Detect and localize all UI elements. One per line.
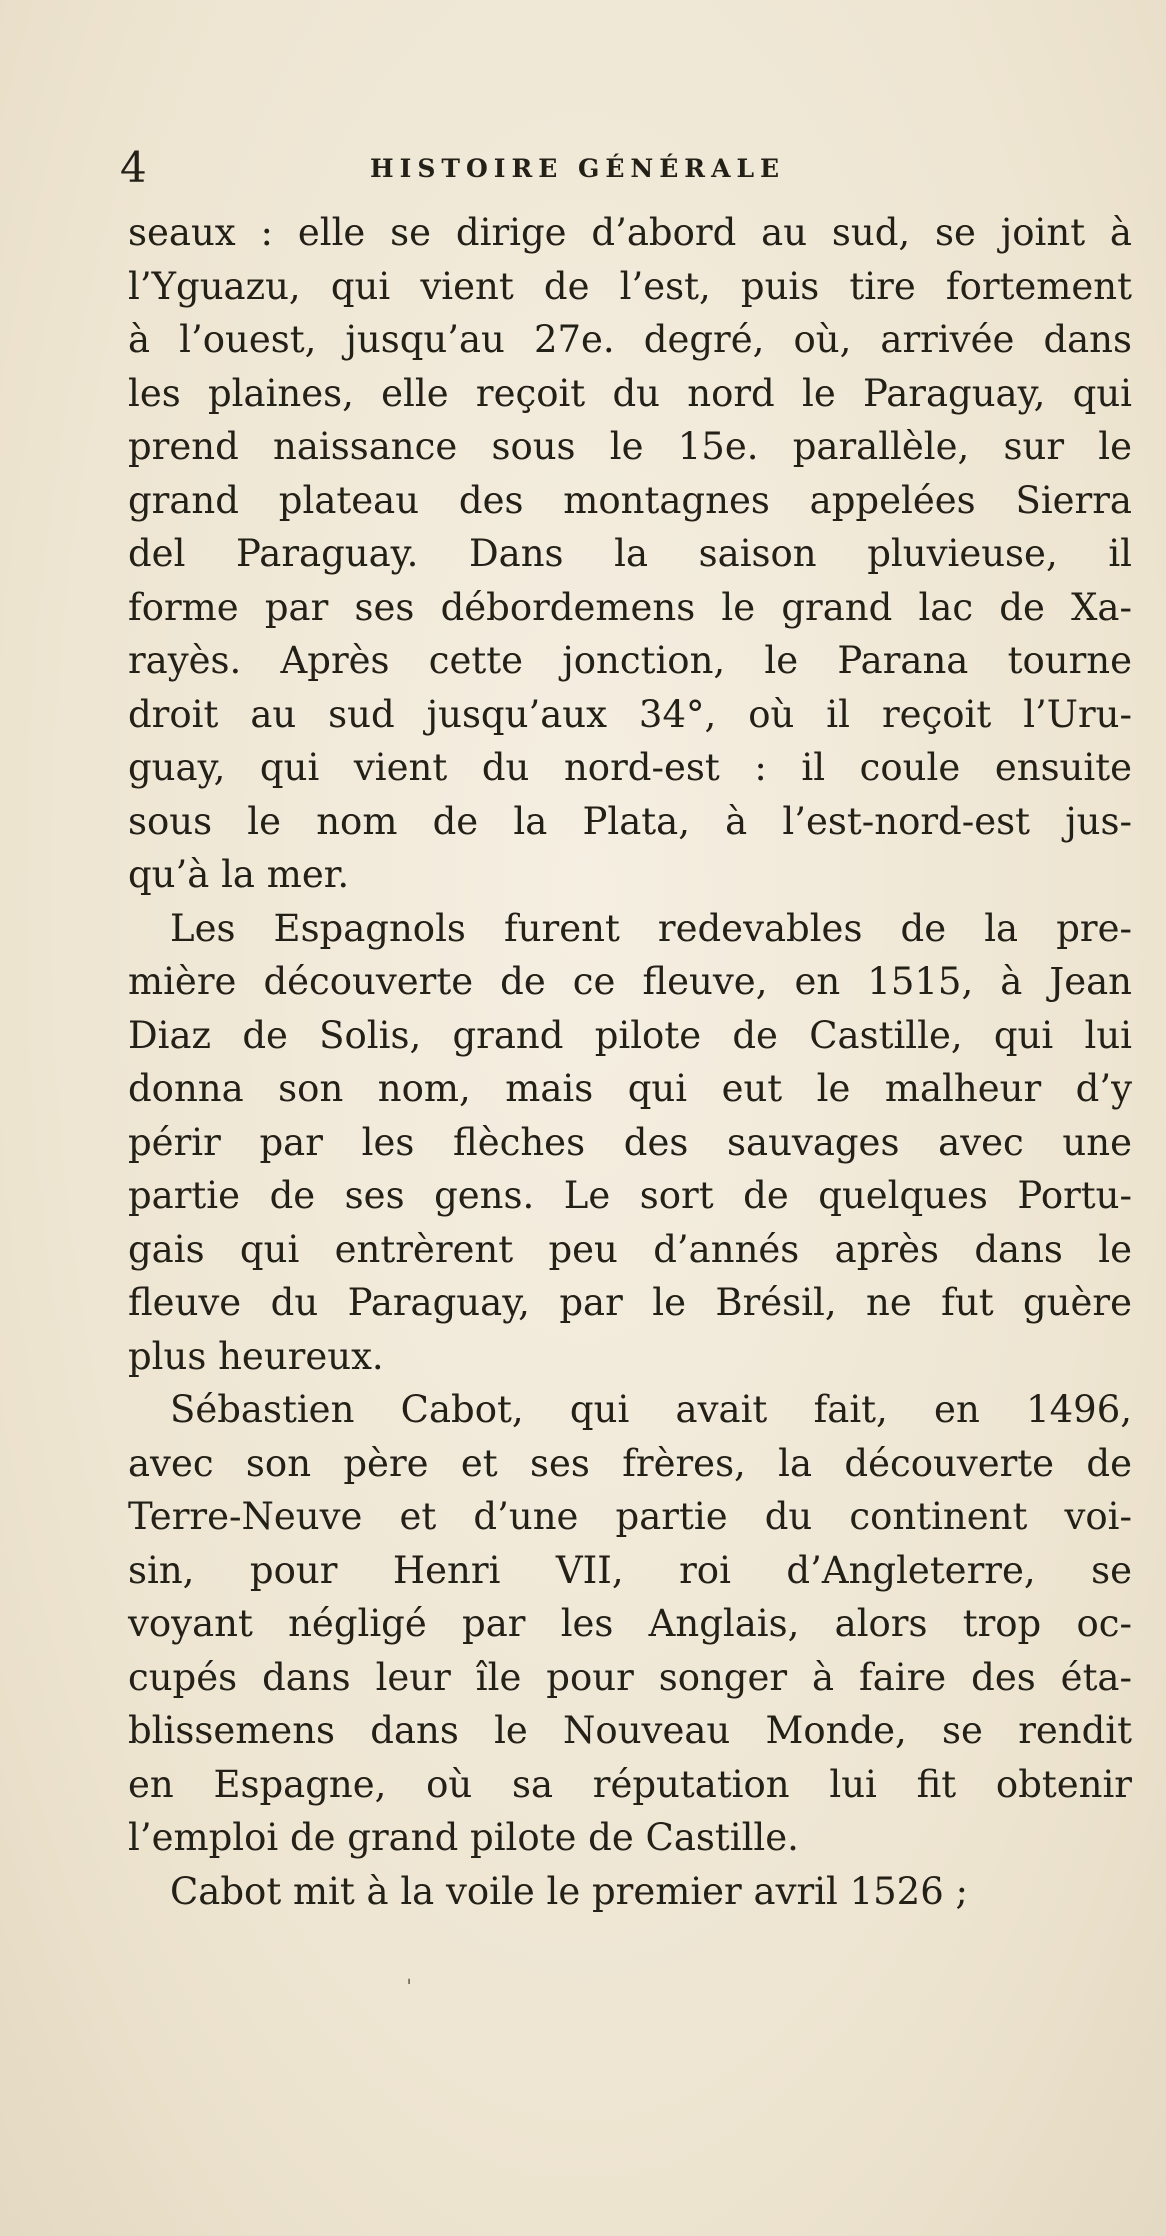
text-line: guay, qui vient du nord-est : il coule ensuite	[128, 746, 1132, 789]
text-line: sous le nom de la Plata, à l’est-nord-est jus-	[128, 799, 1132, 843]
text-line: périr par les flèches des sauvages avec une	[128, 1120, 1132, 1164]
running-title: HISTOIRE GÉNÉRALE	[370, 154, 786, 183]
text-line: Les Espagnols furent redevables de la pre-	[170, 906, 1132, 950]
text-line: à l’ouest, jusqu’au 27e. degré, où, arrivée dans	[128, 318, 1132, 361]
text-line: Terre-Neuve et d’une partie du continent voi-	[128, 1495, 1132, 1538]
body-text	[128, 206, 1132, 1918]
text-line: rayès. Après cette jonction, le Parana tourne	[128, 639, 1132, 682]
text-line: grand plateau des montagnes appelées Sierra	[128, 478, 1132, 522]
text-line: forme par ses débordemens le grand lac de Xa-	[128, 585, 1132, 629]
text-line: l’Yguazu, qui vient de l’est, puis tire fortement	[128, 264, 1132, 308]
text-line: donna son nom, mais qui eut le malheur d’y	[128, 1067, 1132, 1110]
text-line: partie de ses gens. Le sort de quelques Portu-	[128, 1174, 1132, 1217]
text-line: l’emploi de grand pilote de Castille.	[128, 1816, 799, 1859]
text-line: Diaz de Solis, grand pilote de Castille, qui lui	[128, 1013, 1132, 1057]
text-line: avec son père et ses frères, la découverte de	[128, 1441, 1132, 1485]
text-line: Cabot mit à la voile le premier avril 1526 ;	[170, 1869, 968, 1913]
text-line: les plaines, elle reçoit du nord le Paraguay, qui	[128, 371, 1132, 415]
text-line: prend naissance sous le 15e. parallèle, sur le	[128, 425, 1132, 468]
text-line: cupés dans leur île pour songer à faire des éta-	[128, 1655, 1132, 1699]
text-line: blissemens dans le Nouveau Monde, se rendit	[128, 1709, 1132, 1752]
text-line: mière découverte de ce fleuve, en 1515, à Jean	[128, 960, 1132, 1003]
running-head	[120, 143, 1130, 192]
text-line: plus heureux.	[128, 1334, 384, 1378]
page-number: 4	[120, 143, 147, 192]
text-line: fleuve du Paraguay, par le Brésil, ne fut guère	[128, 1281, 1132, 1324]
text-line: seaux : elle se dirige d’abord au sud, se joint à	[128, 211, 1132, 254]
text-line: sin, pour Henri VII, roi d’Angleterre, se	[128, 1548, 1132, 1592]
text-line: Sébastien Cabot, qui avait fait, en 1496,	[170, 1388, 1132, 1431]
text-line: del Paraguay. Dans la saison pluvieuse, il	[128, 532, 1132, 575]
text-line: en Espagne, où sa réputation lui fit obtenir	[128, 1762, 1132, 1806]
ink-mark: ˌ	[406, 1962, 413, 1987]
text-line: voyant négligé par les Anglais, alors trop oc-	[128, 1602, 1132, 1645]
text-line: droit au sud jusqu’aux 34°, où il reçoit l’Uru-	[128, 692, 1132, 736]
text-line: gais qui entrèrent peu d’annés après dans le	[128, 1227, 1132, 1271]
text-line: qu’à la mer.	[128, 853, 350, 896]
